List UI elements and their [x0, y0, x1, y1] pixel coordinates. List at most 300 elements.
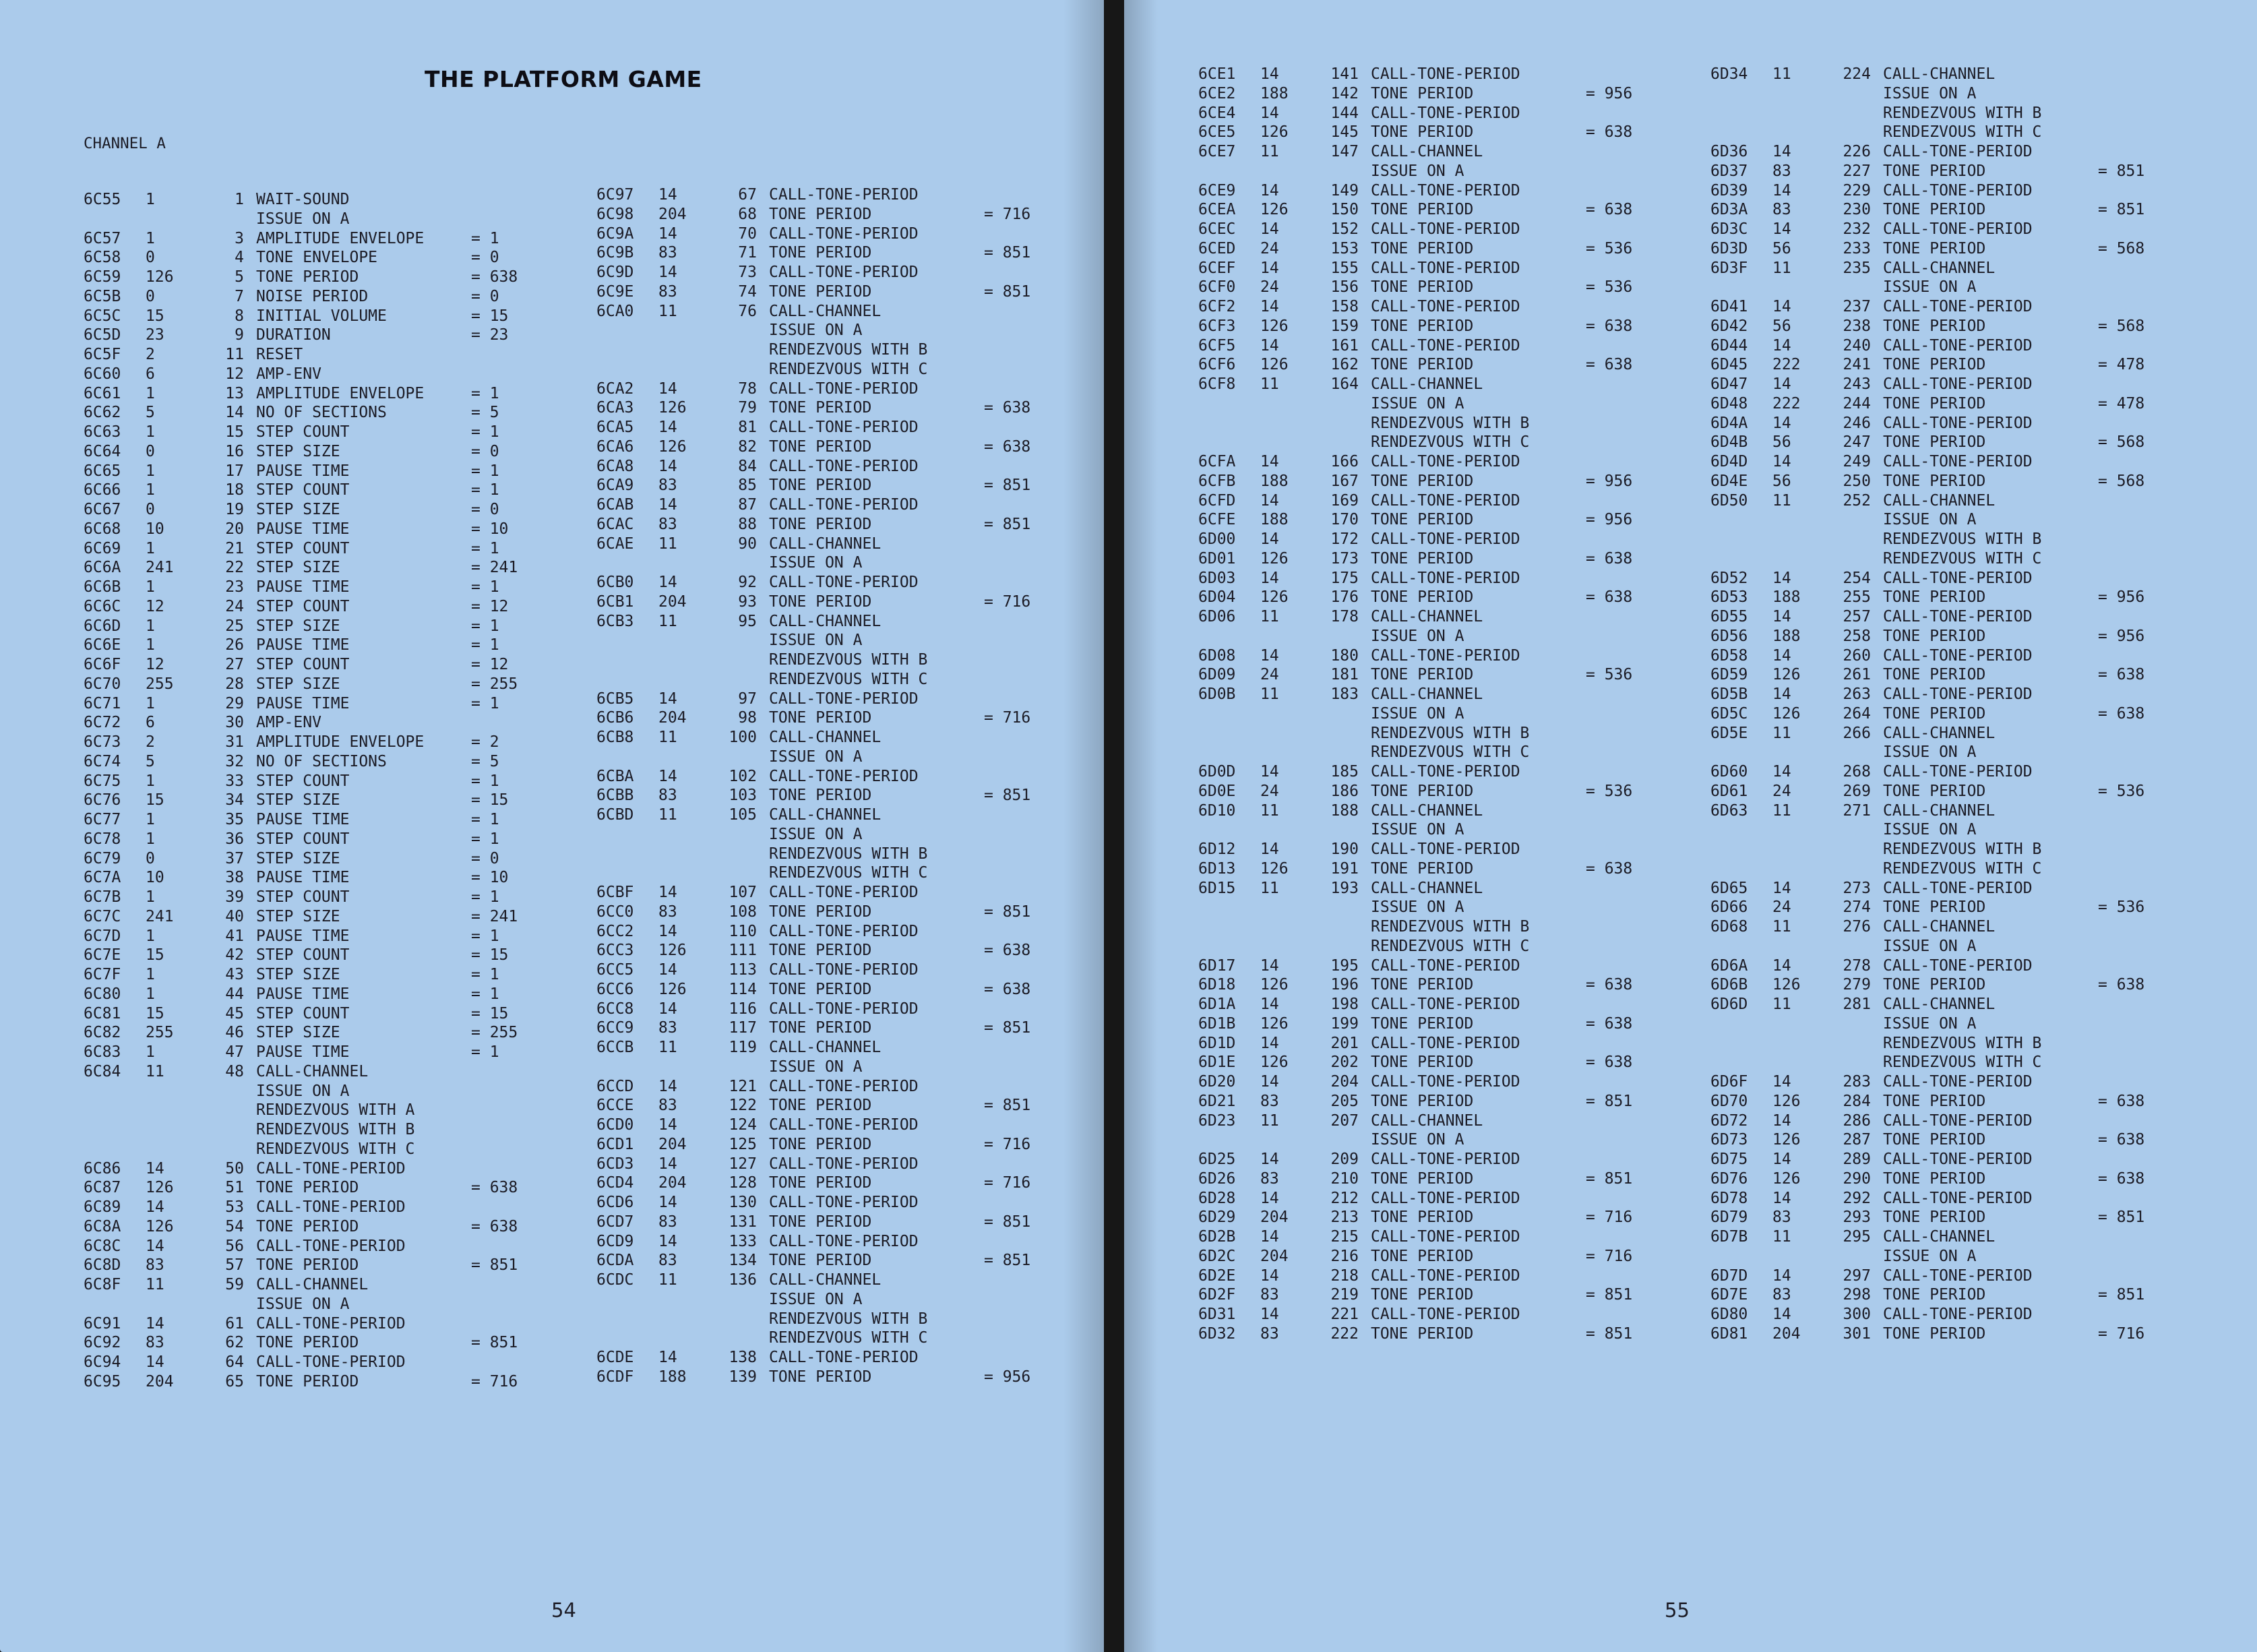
- row-result: = 638: [471, 268, 518, 286]
- row-value: 24: [1260, 239, 1279, 257]
- row-value: 83: [146, 1256, 164, 1275]
- row-line-number: 131: [729, 1213, 757, 1231]
- row-command: TONE PERIOD: [769, 787, 872, 805]
- row-line-number: 149: [1330, 181, 1359, 200]
- row-command: CALL-TONE-PERIOD: [1371, 259, 1520, 277]
- row-address: 6C97: [596, 186, 634, 204]
- row-command: TONE PERIOD: [1371, 356, 1474, 374]
- row-line-number: 238: [1843, 317, 1871, 335]
- row-result: = 1: [471, 811, 499, 828]
- row-line-number: 102: [729, 767, 757, 785]
- row-result: = 956: [2098, 588, 2145, 607]
- row-line-number: 127: [729, 1155, 757, 1173]
- row-command: RENDEZVOUS WITH B: [769, 845, 928, 863]
- row-line-number: 141: [1330, 65, 1359, 83]
- row-result: = 638: [2098, 1169, 2145, 1188]
- row-command: CALL-TONE-PERIOD: [1371, 65, 1520, 83]
- row-line-number: 232: [1843, 220, 1871, 238]
- row-command: TONE PERIOD: [256, 1217, 359, 1235]
- row-command: CALL-TONE-PERIOD: [1371, 1266, 1520, 1285]
- row-address: 6C6F: [84, 656, 121, 673]
- row-command: TONE PERIOD: [1371, 123, 1474, 142]
- row-address: 6D13: [1198, 859, 1236, 878]
- row-line-number: 269: [1843, 782, 1871, 800]
- row-line-number: 210: [1330, 1169, 1359, 1188]
- page-title: THE PLATFORM GAME: [425, 66, 702, 92]
- row-result: = 716: [984, 709, 1031, 727]
- row-line-number: 16: [225, 442, 244, 460]
- row-command: TONE PERIOD: [1371, 239, 1474, 257]
- row-command: CALL-TONE-PERIOD: [1883, 1111, 2033, 1130]
- row-value: 14: [1260, 1266, 1279, 1285]
- row-command: CALL-TONE-PERIOD: [1371, 763, 1520, 781]
- row-line-number: 57: [225, 1256, 244, 1275]
- row-line-number: 150: [1330, 201, 1359, 219]
- row-value: 204: [1772, 1324, 1801, 1343]
- row-command: STEP COUNT: [256, 830, 350, 848]
- row-result: = 10: [471, 869, 509, 887]
- row-address: 6D34: [1710, 65, 1748, 83]
- row-line-number: 301: [1843, 1324, 1871, 1343]
- row-command: CALL-TONE-PERIOD: [769, 1232, 919, 1250]
- row-line-number: 13: [225, 384, 244, 402]
- row-address: 6CE9: [1198, 181, 1236, 200]
- row-line-number: 207: [1330, 1111, 1359, 1130]
- row-value: 188: [1260, 84, 1289, 102]
- row-result: = 536: [1586, 278, 1633, 297]
- row-address: 6CA2: [596, 379, 634, 398]
- row-value: 1: [146, 539, 155, 557]
- row-address: 6CBD: [596, 806, 634, 824]
- row-command: TONE PERIOD: [1371, 1053, 1474, 1072]
- row-command: PAUSE TIME: [256, 520, 350, 538]
- row-command: CALL-TONE-PERIOD: [769, 961, 919, 979]
- row-address: 6D66: [1710, 898, 1748, 917]
- row-address: 6CD1: [596, 1135, 634, 1153]
- row-result: = 638: [1586, 859, 1633, 878]
- row-command: TONE PERIOD: [256, 1256, 359, 1275]
- row-command: TONE PERIOD: [1883, 782, 1986, 800]
- row-line-number: 201: [1330, 1034, 1359, 1052]
- row-command: TONE PERIOD: [1883, 1209, 1986, 1227]
- row-value: 11: [1772, 65, 1791, 83]
- row-value: 14: [658, 1116, 677, 1134]
- row-value: 1: [146, 462, 155, 480]
- row-line-number: 92: [738, 574, 757, 591]
- row-command: CALL-TONE-PERIOD: [769, 1349, 919, 1366]
- row-address: 6CFA: [1198, 453, 1236, 470]
- row-command: RENDEZVOUS WITH C: [1883, 123, 2042, 142]
- row-value: 14: [658, 961, 677, 979]
- row-line-number: 227: [1843, 162, 1871, 180]
- row-line-number: 167: [1330, 472, 1359, 490]
- row-command: TONE PERIOD: [769, 592, 872, 611]
- row-value: 24: [1260, 782, 1279, 800]
- row-command: AMPLITUDE ENVELOPE: [256, 733, 425, 751]
- row-line-number: 68: [738, 205, 757, 223]
- row-command: TONE PERIOD: [769, 1213, 872, 1231]
- row-address: 6D21: [1198, 1092, 1236, 1110]
- row-value: 11: [1772, 491, 1791, 510]
- row-line-number: 147: [1330, 143, 1359, 160]
- row-command: CALL-TONE-PERIOD: [1371, 1306, 1520, 1323]
- left-page: [0, 0, 1104, 1652]
- row-line-number: 264: [1843, 704, 1871, 723]
- row-value: 14: [1260, 1034, 1279, 1052]
- row-value: 83: [658, 1213, 677, 1231]
- row-command: CALL-CHANNEL: [769, 729, 882, 746]
- row-command: STEP SIZE: [256, 1024, 340, 1042]
- row-command: CALL-CHANNEL: [1883, 491, 1996, 510]
- row-line-number: 122: [729, 1097, 757, 1115]
- row-value: 14: [1260, 646, 1279, 665]
- row-command: RENDEZVOUS WITH B: [256, 1121, 415, 1138]
- row-value: 14: [658, 496, 677, 514]
- row-command: ISSUE ON A: [1371, 1131, 1464, 1149]
- row-value: 83: [1772, 1209, 1791, 1227]
- row-result: = 851: [984, 1213, 1031, 1231]
- row-value: 14: [658, 224, 677, 243]
- row-value: 14: [1772, 956, 1791, 975]
- row-line-number: 38: [225, 869, 244, 887]
- row-value: 83: [1772, 162, 1791, 180]
- row-line-number: 119: [729, 1039, 757, 1056]
- row-command: TONE PERIOD: [1371, 472, 1474, 490]
- row-address: 6D75: [1710, 1151, 1748, 1168]
- row-result: = 12: [471, 597, 509, 615]
- row-line-number: 161: [1330, 336, 1359, 355]
- row-line-number: 44: [225, 985, 244, 1003]
- row-address: 6C9B: [596, 244, 634, 262]
- row-line-number: 111: [729, 942, 757, 960]
- row-result: = 851: [984, 477, 1031, 495]
- row-value: 14: [1772, 143, 1791, 160]
- row-line-number: 97: [738, 690, 757, 708]
- row-address: 6CA3: [596, 399, 634, 417]
- row-result: = 241: [471, 907, 518, 925]
- row-address: 6C5F: [84, 346, 121, 363]
- row-line-number: 56: [225, 1237, 244, 1255]
- row-command: CALL-TONE-PERIOD: [769, 1116, 919, 1134]
- row-value: 222: [1772, 394, 1801, 412]
- row-line-number: 298: [1843, 1286, 1871, 1304]
- row-result: = 0: [471, 287, 499, 305]
- row-command: STEP COUNT: [256, 1004, 350, 1022]
- row-value: 204: [658, 709, 687, 727]
- row-address: 6D45: [1710, 356, 1748, 374]
- row-result: = 851: [2098, 1209, 2145, 1227]
- row-command: CALL-CHANNEL: [256, 1062, 369, 1080]
- row-command: ISSUE ON A: [769, 1290, 863, 1308]
- row-value: 14: [1260, 1189, 1279, 1207]
- row-line-number: 28: [225, 675, 244, 693]
- row-result: = 638: [1586, 549, 1633, 568]
- row-result: = 15: [471, 946, 509, 965]
- row-value: 14: [658, 457, 677, 475]
- row-result: = 851: [1586, 1286, 1633, 1304]
- row-address: 6C8A: [84, 1217, 121, 1235]
- row-command: CALL-TONE-PERIOD: [1883, 1073, 2033, 1091]
- row-value: 11: [1772, 1228, 1791, 1246]
- row-address: 6D52: [1710, 569, 1748, 587]
- row-command: STEP COUNT: [256, 423, 350, 441]
- row-result: = 638: [1586, 201, 1633, 219]
- row-address: 6D37: [1710, 162, 1748, 180]
- row-line-number: 281: [1843, 996, 1871, 1013]
- row-address: 6D7E: [1710, 1286, 1748, 1304]
- row-line-number: 243: [1843, 375, 1871, 393]
- row-command: CALL-TONE-PERIOD: [1883, 375, 2033, 393]
- row-line-number: 254: [1843, 569, 1871, 587]
- row-command: STEP SIZE: [256, 442, 340, 460]
- row-line-number: 67: [738, 186, 757, 204]
- row-line-number: 95: [738, 612, 757, 630]
- row-value: 14: [1772, 453, 1791, 470]
- row-command: ISSUE ON A: [1883, 84, 1977, 102]
- row-address: 6CC5: [596, 961, 634, 979]
- row-result: = 638: [2098, 1131, 2145, 1149]
- row-value: 11: [658, 1039, 677, 1056]
- row-value: 83: [1260, 1286, 1279, 1304]
- row-address: 6D4D: [1710, 453, 1748, 470]
- row-address: 6D61: [1710, 782, 1748, 800]
- row-command: STEP SIZE: [256, 907, 340, 925]
- row-address: 6CC6: [596, 980, 634, 998]
- row-line-number: 260: [1843, 646, 1871, 665]
- row-command: STEP SIZE: [256, 966, 340, 983]
- row-value: 14: [1772, 181, 1791, 200]
- row-line-number: 4: [235, 249, 244, 267]
- row-result: = 241: [471, 559, 518, 577]
- row-value: 14: [1772, 763, 1791, 781]
- row-result: = 851: [984, 903, 1031, 921]
- row-command: CALL-TONE-PERIOD: [1883, 569, 2033, 587]
- row-command: ISSUE ON A: [1371, 394, 1464, 412]
- row-line-number: 224: [1843, 65, 1871, 83]
- row-address: 6CC0: [596, 903, 634, 921]
- row-result: = 1: [471, 462, 499, 480]
- row-line-number: 14: [225, 404, 244, 422]
- row-line-number: 42: [225, 946, 244, 965]
- row-line-number: 235: [1843, 259, 1871, 277]
- row-address: 6CC2: [596, 922, 634, 940]
- row-value: 188: [1772, 627, 1801, 645]
- row-line-number: 133: [729, 1232, 757, 1250]
- row-value: 14: [1772, 646, 1791, 665]
- row-value: 24: [1772, 782, 1791, 800]
- row-value: 14: [658, 690, 677, 708]
- row-command: ISSUE ON A: [769, 747, 863, 766]
- row-line-number: 78: [738, 379, 757, 398]
- row-command: ISSUE ON A: [1371, 627, 1464, 645]
- row-address: 6CC8: [596, 1000, 634, 1018]
- row-command: TONE PERIOD: [769, 1368, 872, 1386]
- row-value: 83: [658, 1019, 677, 1037]
- row-line-number: 90: [738, 534, 757, 553]
- row-value: 222: [1772, 356, 1801, 374]
- row-command: TONE PERIOD: [769, 282, 872, 301]
- row-command: CALL-TONE-PERIOD: [1883, 220, 2033, 238]
- row-command: TONE PERIOD: [1371, 1169, 1474, 1188]
- row-address: 6C98: [596, 205, 634, 223]
- row-command: TONE PERIOD: [256, 1372, 359, 1390]
- row-address: 6C83: [84, 1043, 121, 1061]
- row-value: 14: [1772, 375, 1791, 393]
- row-address: 6D2E: [1198, 1266, 1236, 1285]
- row-command: CALL-CHANNEL: [1883, 259, 1996, 277]
- row-command: TONE PERIOD: [769, 1252, 872, 1270]
- row-command: CALL-TONE-PERIOD: [1883, 298, 2033, 315]
- row-address: 6CB5: [596, 690, 634, 708]
- row-result: = 5: [471, 404, 499, 422]
- row-result: = 1: [471, 539, 499, 557]
- row-command: CALL-TONE-PERIOD: [769, 186, 919, 204]
- row-value: 14: [1260, 491, 1279, 510]
- row-value: 14: [146, 1353, 164, 1371]
- row-command: CALL-CHANNEL: [1883, 65, 1996, 83]
- row-line-number: 40: [225, 907, 244, 925]
- row-line-number: 18: [225, 481, 244, 499]
- row-address: 6C70: [84, 675, 121, 693]
- row-line-number: 85: [738, 477, 757, 495]
- row-result: = 568: [2098, 433, 2145, 452]
- row-value: 1: [146, 191, 155, 208]
- row-value: 83: [658, 244, 677, 262]
- row-command: STEP SIZE: [256, 675, 340, 693]
- row-address: 6CFD: [1198, 491, 1236, 510]
- row-line-number: 39: [225, 888, 244, 906]
- row-command: ISSUE ON A: [1371, 898, 1464, 917]
- row-command: ISSUE ON A: [1883, 511, 1977, 529]
- row-command: TONE PERIOD: [1883, 433, 1986, 452]
- row-value: 14: [1260, 763, 1279, 781]
- row-command: CALL-CHANNEL: [1883, 996, 1996, 1013]
- row-address: 6C6C: [84, 597, 121, 615]
- row-command: CALL-TONE-PERIOD: [1371, 298, 1520, 315]
- row-command: RENDEZVOUS WITH C: [769, 360, 928, 378]
- row-result: = 478: [2098, 394, 2145, 412]
- row-command: STEP SIZE: [256, 501, 340, 518]
- row-value: 241: [146, 907, 174, 925]
- row-address: 6D63: [1710, 801, 1748, 820]
- row-value: 188: [1260, 511, 1289, 529]
- row-value: 126: [1772, 976, 1801, 994]
- row-address: 6D6B: [1710, 976, 1748, 994]
- row-address: 6C78: [84, 830, 121, 848]
- row-command: CALL-CHANNEL: [1371, 1111, 1483, 1130]
- row-value: 14: [146, 1198, 164, 1216]
- row-result: = 23: [471, 326, 509, 344]
- row-value: 14: [1772, 608, 1791, 625]
- row-result: = 1: [471, 481, 499, 499]
- row-command: CALL-TONE-PERIOD: [256, 1353, 406, 1371]
- row-command: TONE PERIOD: [1371, 278, 1474, 297]
- row-result: = 638: [1586, 123, 1633, 142]
- row-command: RENDEZVOUS WITH B: [1371, 414, 1530, 432]
- row-value: 10: [146, 869, 164, 887]
- row-value: 14: [658, 379, 677, 398]
- row-command: CALL-TONE-PERIOD: [769, 264, 919, 281]
- row-value: 14: [1772, 1266, 1791, 1285]
- row-value: 14: [1260, 220, 1279, 238]
- row-result: = 956: [2098, 627, 2145, 645]
- row-value: 56: [1772, 433, 1791, 452]
- row-command: STEP COUNT: [256, 656, 350, 673]
- row-address: 6D5B: [1710, 685, 1748, 703]
- row-command: PAUSE TIME: [256, 927, 350, 945]
- row-command: TONE PERIOD: [1371, 588, 1474, 607]
- row-value: 0: [146, 849, 155, 867]
- row-command: CALL-CHANNEL: [1883, 801, 1996, 820]
- row-value: 14: [1260, 181, 1279, 200]
- row-value: 83: [1772, 201, 1791, 219]
- row-address: 6D68: [1710, 918, 1748, 936]
- row-value: 1: [146, 617, 155, 635]
- row-address: 6D29: [1198, 1209, 1236, 1227]
- row-value: 83: [1260, 1092, 1279, 1110]
- row-line-number: 128: [729, 1174, 757, 1192]
- row-value: 83: [1772, 1286, 1791, 1304]
- row-value: 11: [1772, 918, 1791, 936]
- row-result: = 0: [471, 442, 499, 460]
- row-value: 204: [658, 1174, 687, 1192]
- row-address: 6C95: [84, 1372, 121, 1390]
- row-command: CALL-TONE-PERIOD: [256, 1237, 406, 1255]
- row-value: 14: [146, 1159, 164, 1177]
- row-address: 6D6D: [1710, 996, 1748, 1013]
- row-command: TONE PERIOD: [256, 1334, 359, 1352]
- row-address: 6D79: [1710, 1209, 1748, 1227]
- row-command: RENDEZVOUS WITH B: [1371, 724, 1530, 742]
- row-command: TONE PERIOD: [1371, 1014, 1474, 1033]
- row-address: 6CF3: [1198, 317, 1236, 335]
- row-value: 83: [1260, 1324, 1279, 1343]
- row-address: 6CF5: [1198, 336, 1236, 355]
- row-value: 24: [1260, 278, 1279, 297]
- row-line-number: 74: [738, 282, 757, 301]
- row-line-number: 50: [225, 1159, 244, 1177]
- row-command: RENDEZVOUS WITH C: [769, 864, 928, 882]
- row-address: 6D80: [1710, 1306, 1748, 1323]
- row-command: TONE PERIOD: [256, 1179, 359, 1197]
- row-command: TONE PERIOD: [769, 399, 872, 417]
- row-line-number: 186: [1330, 782, 1359, 800]
- row-value: 5: [146, 404, 155, 422]
- row-command: TONE PERIOD: [1883, 1131, 1986, 1149]
- row-value: 126: [658, 980, 687, 998]
- row-value: 83: [658, 1252, 677, 1270]
- row-value: 126: [1260, 317, 1289, 335]
- row-address: 6D01: [1198, 549, 1236, 568]
- row-command: TONE PERIOD: [1883, 1169, 1986, 1188]
- row-value: 56: [1772, 472, 1791, 490]
- row-command: RENDEZVOUS WITH C: [1883, 549, 2042, 568]
- row-value: 126: [658, 437, 687, 456]
- row-line-number: 117: [729, 1019, 757, 1037]
- row-command: RESET: [256, 346, 303, 363]
- row-result: = 851: [1586, 1324, 1633, 1343]
- row-line-number: 226: [1843, 143, 1871, 160]
- row-value: 11: [1260, 608, 1279, 625]
- row-line-number: 246: [1843, 414, 1871, 432]
- row-value: 83: [658, 1097, 677, 1115]
- row-command: ISSUE ON A: [769, 1058, 863, 1076]
- row-command: CALL-TONE-PERIOD: [1371, 104, 1520, 122]
- row-address: 6D1D: [1198, 1034, 1236, 1052]
- row-line-number: 12: [225, 365, 244, 383]
- row-value: 14: [1260, 104, 1279, 122]
- row-command: RENDEZVOUS WITH C: [1883, 1053, 2042, 1072]
